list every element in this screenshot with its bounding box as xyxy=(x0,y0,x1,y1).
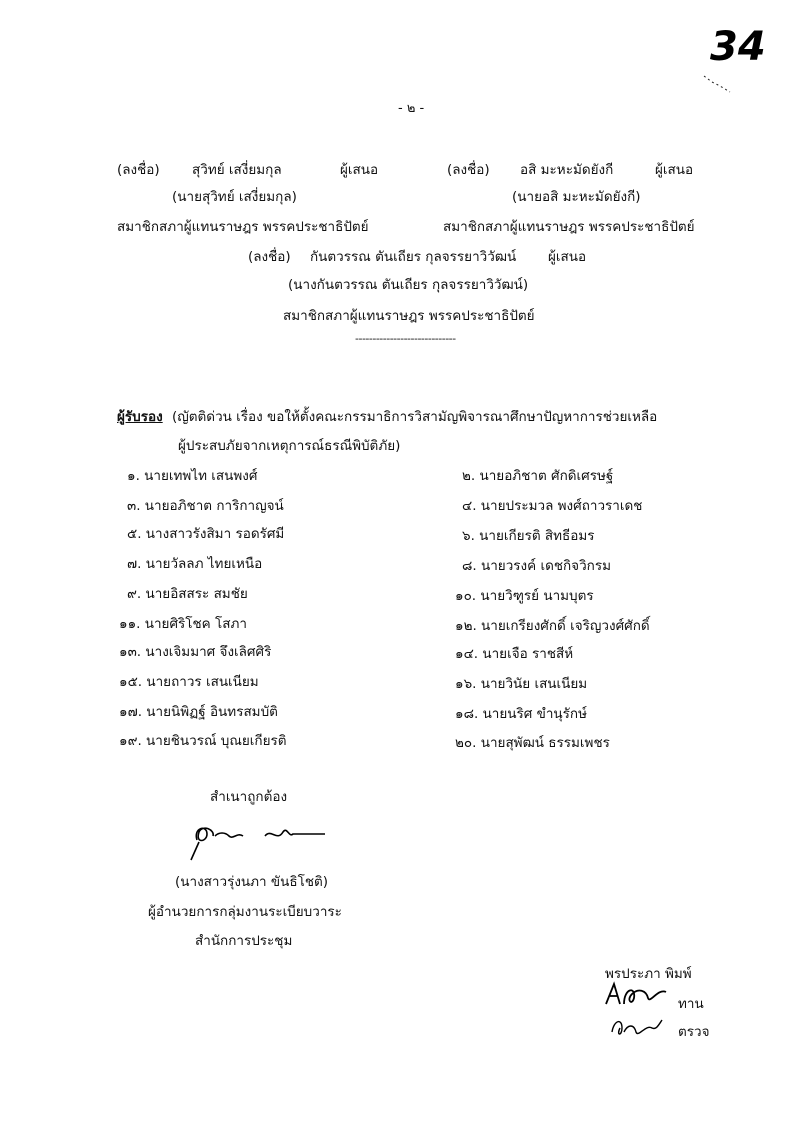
endorser-list-item: ๑๖. นายวินัย เสนเนียม xyxy=(455,676,588,692)
proposer-center-full-name: (นางกันตวรรณ ตันเถียร กุลจรรยาวิวัฒน์) xyxy=(288,277,529,293)
endorsers-subject-line2: ผู้ประสบภัยจากเหตุการณ์ธรณีพิบัติภัย) xyxy=(178,438,401,454)
endorser-list-item: ๑๗. นายนิพิฏฐ์ อินทรสมบัติ xyxy=(119,704,278,720)
endorser-list-item: ๒. นายอภิชาต ศักดิเศรษฐ์ xyxy=(462,468,614,484)
section-divider: ----------------------------- xyxy=(355,332,456,345)
certifier-name: (นางสาวรุ่งนภา ขันธิโชติ) xyxy=(175,874,329,890)
endorser-list-item: ๓. นายอภิชาต การิกาญจน์ xyxy=(127,498,284,514)
stamp-scribble xyxy=(700,70,740,100)
endorser-list-item: ๑. นายเทพไท เสนพงศ์ xyxy=(127,468,258,484)
endorser-list-item: ๑๘. นายนริศ ขำนุรักษ์ xyxy=(455,706,587,722)
proposer-left-role: ผู้เสนอ xyxy=(340,162,379,178)
certifier-office: สำนักการประชุม xyxy=(195,933,293,949)
checker-handwritten-initials xyxy=(608,1012,668,1042)
certifier-handwritten-signature xyxy=(185,818,335,863)
proposer-left-position: สมาชิกสภาผู้แทนราษฎร พรรคประชาธิปัตย์ xyxy=(117,219,369,235)
proposer-right-role: ผู้เสนอ xyxy=(655,162,694,178)
endorser-list-item: ๑๑. นายศิริโชค โสภา xyxy=(119,616,247,632)
typist-label: พรประภา พิมพ์ xyxy=(605,966,692,982)
typist-role: ทาน xyxy=(678,996,704,1012)
endorser-list-item: ๕. นางสาวรังสิมา รอดรัศมี xyxy=(127,526,285,542)
proposer-right-full-name: (นายอสิ มะหะมัดยังกี) xyxy=(512,189,641,205)
proposer-center-signature: กันตวรรณ ตันเถียร กุลจรรยาวิวัฒน์ xyxy=(310,249,517,265)
endorser-list-item: ๗. นายวัลลภ ไทยเหนือ xyxy=(127,556,263,572)
endorser-list-item: ๑๙. นายชินวรณ์ บุณยเกียรติ xyxy=(119,733,287,749)
endorser-list-item: ๑๔. นายเจือ ราชสีห์ xyxy=(455,646,574,662)
endorser-list-item: ๔. นายประมวล พงศ์ถาวราเดช xyxy=(462,498,643,514)
proposer-center-position: สมาชิกสภาผู้แทนราษฎร พรรคประชาธิปัตย์ xyxy=(283,308,535,324)
proposer-left-full-name: (นายสุวิทย์ เสงี่ยมกุล) xyxy=(172,189,297,205)
page-number: - ๒ - xyxy=(398,101,425,116)
endorser-list-item: ๙. นายอิสสระ สมชัย xyxy=(127,586,248,602)
page-stamp-number: 34 xyxy=(710,24,766,70)
endorser-list-item: ๑๕. นายถาวร เสนเนียม xyxy=(119,674,259,690)
endorser-list-item: ๒๐. นายสุพัฒน์ ธรรมเพชร xyxy=(455,735,610,751)
proposer-center-sign-prefix: (ลงชื่อ) xyxy=(248,249,291,265)
checker-role: ตรวจ xyxy=(678,1024,710,1040)
certifier-title: ผู้อำนวยการกลุ่มงานระเบียบวาระ xyxy=(148,904,342,920)
proposer-right-position: สมาชิกสภาผู้แทนราษฎร พรรคประชาธิปัตย์ xyxy=(443,219,695,235)
proposer-right-sign-prefix: (ลงชื่อ) xyxy=(447,162,490,178)
typist-handwritten-initials xyxy=(602,978,672,1010)
endorser-list-item: ๑๐. นายวิฑูรย์ นามบุตร xyxy=(455,588,594,604)
endorser-list-item: ๑๓. นางเจิมมาศ จึงเลิศศิริ xyxy=(119,644,272,660)
proposer-right-signature: อสิ มะหะมัดยังกี xyxy=(520,162,614,178)
certified-copy-label: สำเนาถูกต้อง xyxy=(210,789,288,805)
endorsers-subject-line1: (ญัตติด่วน เรื่อง ขอให้ตั้งคณะกรรมาธิการวิสามัญพิจารณาศึกษาปัญหาการช่วยเหลือ xyxy=(172,409,658,425)
proposer-center-role: ผู้เสนอ xyxy=(548,249,587,265)
proposer-left-sign-prefix: (ลงชื่อ) xyxy=(117,162,160,178)
proposer-left-signature: สุวิทย์ เสงี่ยมกุล xyxy=(192,162,282,178)
endorsers-heading: ผู้รับรอง xyxy=(117,409,163,425)
endorser-list-item: ๑๒. นายเกรียงศักดิ์ เจริญวงศ์ศักดิ์ xyxy=(455,618,650,634)
endorser-list-item: ๘. นายวรงค์ เดชกิจวิกรม xyxy=(462,558,611,574)
endorser-list-item: ๖. นายเกียรติ สิทธีอมร xyxy=(462,528,595,544)
